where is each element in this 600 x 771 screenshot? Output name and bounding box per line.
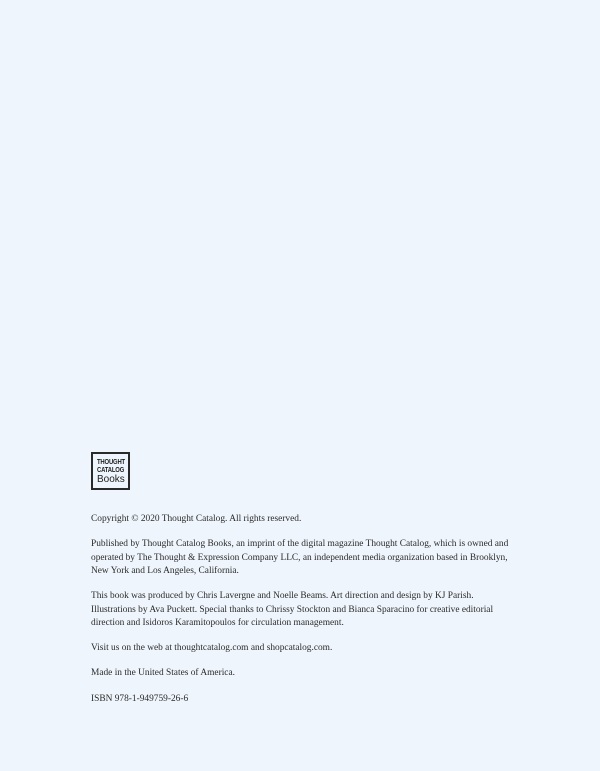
production-credits: This book was produced by Chris Lavergne and Noelle Beams. Art direction and design by KJ Parish. Illustrations by Ava Puckett. Special thanks to Chrissy Stockton and Bianca Sparacino for creative editorial direction and Isidoros Karamitopoulos for circulation management. — [91, 591, 494, 629]
copyright-notice: Copyright © 2020 Thought Catalog. All rights reserved. — [91, 514, 302, 524]
isbn-number: ISBN 978-1-949759-26-6 — [91, 693, 189, 704]
copyright-page-text — [91, 513, 511, 718]
logo-line-catalog: CATALOG — [97, 465, 125, 474]
website-notice: Visit us on the web at thoughtcatalog.com and shopcatalog.com. — [91, 643, 333, 654]
logo-line-books: Books — [97, 474, 125, 485]
country-of-manufacture: Made in the United States of America. — [91, 668, 235, 679]
publisher-statement: Published by Thought Catalog Books, an imprint of the digital magazine Thought Catalog, which is owned and operated by The Thought & Expression Company LLC, an independent media organization based in Brooklyn, New York and Los Angeles, California. — [91, 539, 509, 577]
logo-line-thought: THOUGHT — [97, 457, 125, 466]
thought-catalog-books-logo — [91, 452, 130, 490]
